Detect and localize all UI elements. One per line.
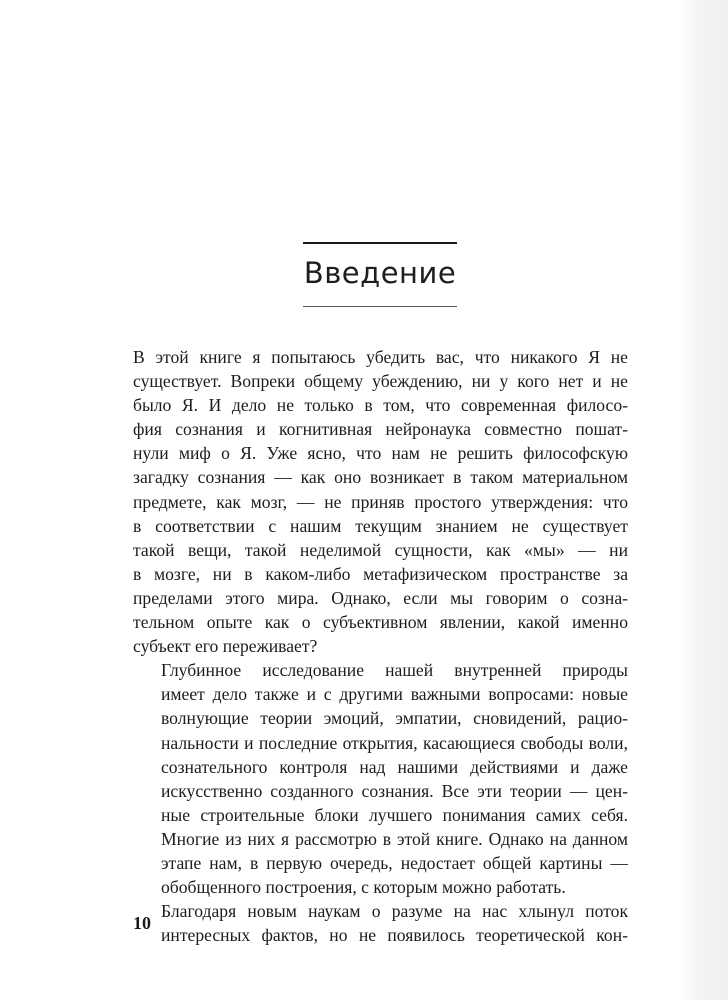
text-line: нули миф о Я. Уже ясно, что нам не решить философскую	[133, 443, 628, 464]
text-line: пределами этого мира. Однако, если мы говорим о созна-	[133, 587, 628, 608]
text-line: обобщенного построения, с которым можно работать.	[161, 877, 566, 898]
text-line: такой вещи, такой неделимой сущности, как «мы» — ни	[133, 539, 628, 560]
title-rule-bottom	[303, 306, 457, 307]
text-line: предмете, как мозг, — не приняв простого утверждения: что	[133, 491, 628, 512]
page-number: 10	[133, 913, 151, 933]
text-line: загадку сознания — как оно возникает в таком материальном	[133, 467, 628, 488]
text-line: существует. Вопреки общему убеждению, ни у кого нет и не	[133, 371, 628, 392]
paragraph	[133, 658, 628, 899]
text-line: имеет дело также и с другими важными вопросами: новые	[161, 684, 628, 705]
text-line: В этой книге я попытаюсь убедить вас, что никакого Я не	[133, 347, 628, 367]
text-line: фия сознания и когнитивная нейронаука совместно пошат-	[133, 419, 628, 440]
text-line: этапе нам, в первую очередь, недостает общей картины —	[161, 852, 628, 873]
text-line: в соответствии с нашим текущим знанием не существует	[133, 515, 628, 536]
body-text	[133, 345, 628, 947]
text-line: ные строительные блоки лучшего понимания самих себя.	[161, 804, 628, 825]
text-line: Благодаря новым наукам о разуме на нас хлынул поток	[161, 901, 628, 922]
text-line: Глубинное исследование нашей внутренней природы	[161, 660, 628, 681]
paragraph	[133, 899, 628, 947]
text-line: нальности и последние открытия, касающиеся свободы воли,	[161, 732, 628, 753]
text-line: интересных фактов, но не появилось теоретической кон-	[161, 925, 628, 946]
text-line: волнующие теории эмоций, эмпатии, сновидений, рацио-	[161, 708, 628, 729]
page-gutter	[680, 0, 728, 1000]
text-line: в мозге, ни в каком-либо метафизическом пространстве за	[133, 563, 628, 584]
text-line: было Я. И дело не только в том, что современная филосо-	[133, 395, 628, 416]
paragraph	[133, 345, 628, 658]
text-line: сознательного контроля над нашими действиями и даже	[161, 756, 628, 777]
text-line: искусственно созданного сознания. Все эти теории — цен-	[161, 780, 628, 801]
text-line: тельном опыте как о субъективном явлении, какой именно	[133, 612, 628, 633]
chapter-title: Введение	[303, 256, 457, 290]
text-line: Многие из них я рассмотрю в этой книге. Однако на данном	[161, 828, 628, 849]
text-line: субъект его переживает?	[133, 636, 318, 657]
title-rule-top	[303, 242, 457, 244]
